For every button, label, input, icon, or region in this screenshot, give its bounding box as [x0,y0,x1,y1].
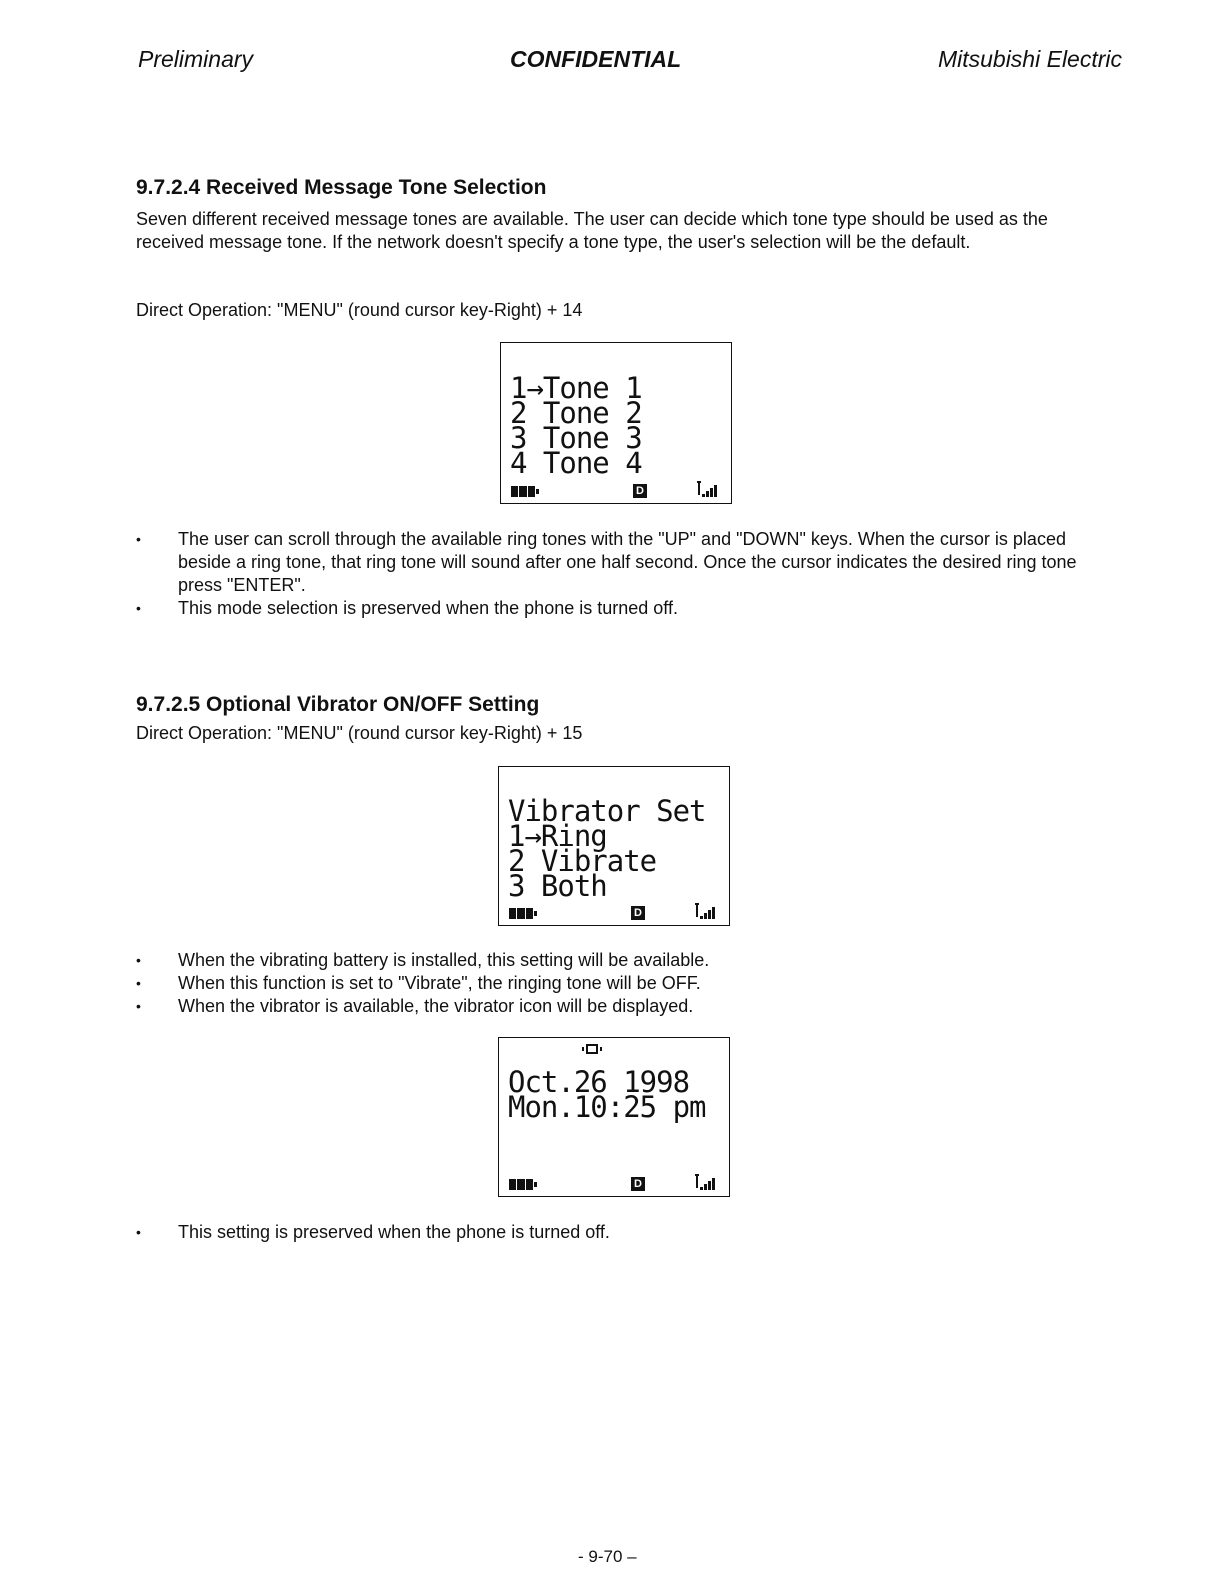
standby-display [498,1037,730,1197]
header-confidential: CONFIDENTIAL [510,46,682,72]
status-bar [499,901,729,921]
list-item: • This mode selection is preserved when the phone is turned off. [136,597,1106,620]
display-line: 3 Both [508,869,607,903]
signal-strength-icon [695,1174,715,1190]
digital-mode-icon: D [633,484,647,498]
display-line: Mon.10:25 pm [508,1090,706,1124]
header-preliminary: Preliminary [138,46,254,72]
display-line: 2 Vibrate [508,844,657,878]
list-item: • The user can scroll through the available ring tones with the "UP" and "DOWN" keys. When the cursor is placed beside a ring tone, that ring tone will sound after one half second. Once the cursor indicates the desired ring tone press "ENTER". [136,528,1106,597]
tone-bullet-list [136,528,1106,620]
page-number: - 9-70 – [578,1547,637,1566]
section-paragraph-tone: Seven different received message tones are available. The user can decide which tone type should be used as the received message tone. If the network doesn't specify a tone type, the user's selection will be the default. [136,209,1048,252]
signal-strength-icon [695,903,715,919]
list-item: • When the vibrating battery is installed, this setting will be available. [136,949,1106,972]
status-bar [499,1172,729,1192]
list-item: • This setting is preserved when the phone is turned off. [136,1221,1106,1244]
vibrator-icon [586,1044,598,1054]
display-line: 2 Tone 2 [510,396,642,430]
section-heading-tone: 9.7.2.4 Received Message Tone Selection [136,176,547,199]
digital-mode-icon: D [631,906,645,920]
signal-strength-icon [697,481,717,497]
display-lines [508,794,706,903]
status-bar [501,479,731,499]
battery-icon [511,486,535,497]
vibrator-bullet-list [136,949,1106,1018]
header-company: Mitsubishi Electric [937,46,1122,72]
battery-icon [509,1179,533,1190]
display-lines [508,1065,706,1124]
display-line: 1→Tone 1 [510,371,642,405]
display-lines [510,371,642,480]
direct-operation-tone: Direct Operation: "MENU" (round cursor key-Right) + 14 [136,300,583,320]
display-line: 1→Ring [508,819,607,853]
section-heading-vibrator: 9.7.2.5 Optional Vibrator ON/OFF Setting [136,693,540,716]
digital-mode-icon: D [631,1177,645,1191]
final-bullet-list [136,1221,1106,1244]
list-item: • When this function is set to "Vibrate", the ringing tone will be OFF. [136,972,1106,995]
vibrator-setting-display [498,766,730,926]
display-line: Oct.26 1998 [508,1065,690,1099]
list-item: • When the vibrator is available, the vibrator icon will be displayed. [136,995,1106,1018]
display-line: 4 Tone 4 [510,446,642,480]
battery-icon [509,908,533,919]
tone-selection-display [500,342,732,504]
display-line: 3 Tone 3 [510,421,642,455]
direct-operation-vibrator: Direct Operation: "MENU" (round cursor key-Right) + 15 [136,723,583,743]
display-line: Vibrator Set [508,794,706,828]
